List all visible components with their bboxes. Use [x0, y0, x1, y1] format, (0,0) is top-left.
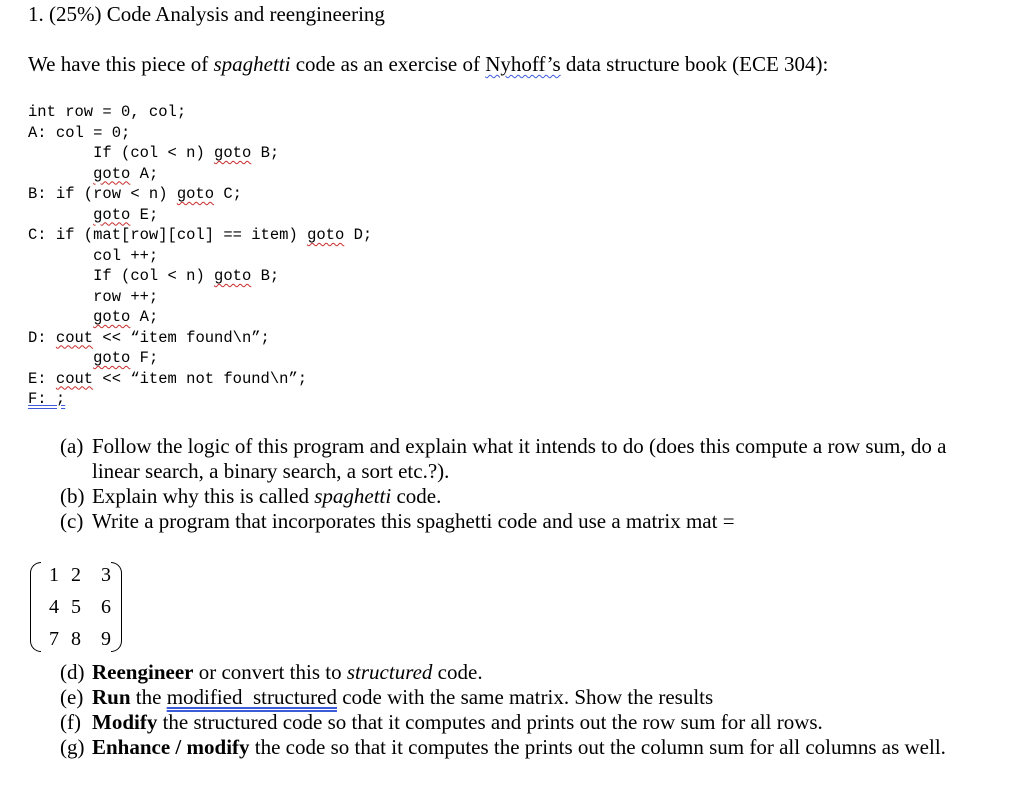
code-line: [28, 246, 372, 267]
question-c-label: (c): [60, 509, 84, 533]
question-e-label: (e): [60, 685, 84, 709]
matrix-cell: 3: [101, 564, 111, 586]
code-line: [28, 287, 372, 308]
code-keyword: goto: [176, 185, 215, 203]
intro-em: spaghetti: [213, 52, 291, 76]
question-c: [60, 509, 990, 534]
intro-author: Nyhoff’s: [485, 52, 561, 76]
matrix-cell: 9: [101, 628, 111, 650]
question-e-link: modified structured: [166, 685, 337, 709]
code-line-indent: [28, 288, 93, 306]
code-line-indent: [28, 308, 93, 326]
code-line-pre: If (col < n): [93, 267, 215, 285]
code-line: [28, 266, 372, 287]
question-d: [60, 660, 1000, 685]
code-line-post: E;: [130, 205, 159, 224]
question-d-em: structured: [346, 660, 433, 684]
code-keyword: goto: [93, 308, 131, 326]
code-line-post: D;: [344, 226, 373, 244]
question-d-bold: Reengineer: [92, 660, 194, 684]
code-line: [28, 143, 372, 164]
question-g-bold: Enhance / modify: [92, 735, 250, 759]
question-e: [60, 685, 1000, 710]
question-d-label: (d): [60, 660, 85, 684]
matrix-cell: 5: [71, 596, 81, 618]
code-line-label: A:: [28, 123, 56, 142]
code-line: [28, 184, 372, 205]
code-line-indent: [28, 247, 93, 265]
code-line: [28, 205, 372, 226]
questions-list-bottom: [60, 660, 1000, 760]
code-line-label: C:: [28, 226, 56, 244]
problem-heading: 1. (25%) Code Analysis and reengineering: [28, 2, 385, 26]
code-line-indent: [28, 206, 93, 224]
code-line: [28, 164, 372, 185]
matrix-cell: 1: [49, 564, 59, 586]
code-line-end-label: F: ;: [28, 390, 66, 408]
question-g-label: (g): [60, 735, 85, 759]
matrix-cell: 4: [49, 596, 59, 618]
code-line: [28, 348, 372, 369]
matrix-cell: 2: [71, 564, 81, 586]
code-line: [28, 307, 372, 328]
code-line: [28, 225, 372, 246]
question-c-text: Write a program that incorporates this spaghetti code and use a matrix mat =: [92, 509, 735, 533]
question-f-post: the structured code so that it computes and prints out the row sum for all rows.: [157, 710, 823, 734]
code-line-post: B;: [251, 144, 280, 162]
question-b-em: spaghetti: [314, 484, 392, 508]
question-a-label: (a): [60, 434, 84, 458]
code-line: [28, 123, 372, 144]
code-line-label: E:: [28, 369, 56, 388]
code-line-text: col = 0;: [55, 123, 131, 142]
question-e-mid: the: [130, 685, 167, 709]
code-keyword: cout: [55, 328, 94, 347]
matrix-cell: 6: [101, 596, 111, 618]
code-line: [28, 102, 372, 123]
question-f-bold: Modify: [92, 710, 158, 734]
code-line-post: << “item found\n”;: [93, 328, 270, 347]
code-line-pre: if (row < n): [55, 185, 177, 203]
code-line-label: D:: [28, 328, 56, 347]
code-line-post: << “item not found\n”;: [93, 369, 308, 388]
code-keyword: cout: [55, 369, 94, 388]
code-line-text: int row = 0, col;: [28, 103, 187, 121]
code-keyword: goto: [214, 144, 252, 162]
intro-middle: code as an exercise of: [290, 52, 486, 76]
matrix-cell: 8: [71, 628, 81, 650]
questions-list-top: [60, 434, 990, 534]
code-line-label: B:: [28, 185, 56, 203]
code-line-text: row ++;: [93, 287, 159, 306]
question-e-bold: Run: [92, 685, 131, 709]
question-b-post: code.: [391, 484, 442, 508]
question-f-label: (f): [60, 710, 81, 734]
code-keyword: goto: [93, 164, 131, 183]
matrix-display: [28, 560, 124, 654]
matrix-left-paren: [30, 562, 41, 652]
code-line-indent: [28, 165, 93, 183]
code-line-post: C;: [214, 185, 242, 203]
question-f: [60, 710, 1000, 735]
code-line-text: col ++;: [93, 246, 159, 265]
code-keyword: goto: [214, 267, 252, 285]
spaghetti-code-block: [28, 102, 372, 410]
intro-after: data structure book (ECE 304):: [560, 52, 829, 76]
code-line-pre: if (mat[row][col] == item): [55, 226, 308, 244]
code-line: [28, 369, 372, 390]
matrix-cell: 7: [49, 628, 59, 650]
question-b-label: (b): [60, 484, 85, 508]
intro-before: We have this piece of: [28, 52, 214, 76]
code-line-post: A;: [130, 308, 159, 326]
question-b: [60, 484, 990, 509]
question-b-pre: Explain why this is called: [92, 484, 315, 508]
code-keyword: goto: [93, 205, 131, 224]
code-line-post: A;: [130, 164, 159, 183]
code-line-indent: [28, 144, 93, 162]
question-g: [60, 735, 1000, 760]
code-line-indent: [28, 349, 93, 367]
code-line: [28, 389, 372, 410]
code-line: [28, 328, 372, 349]
code-line-post: B;: [251, 267, 280, 285]
code-keyword: goto: [307, 226, 345, 244]
question-e-post: code with the same matrix. Show the results: [336, 685, 714, 709]
question-a-text: Follow the logic of this program and explain what it intends to do (does this compute a row sum, do a linear search, a binary search, a sort etc.?).: [92, 434, 947, 483]
code-line-indent: [28, 267, 93, 285]
question-g-post: the code so that it computes the prints out the column sum for all columns as well.: [249, 735, 946, 759]
question-d-post: code.: [432, 660, 483, 684]
intro-paragraph: [28, 52, 828, 77]
question-a: [60, 434, 990, 484]
code-keyword: goto: [93, 349, 131, 367]
code-line-post: F;: [130, 349, 159, 367]
code-line-pre: If (col < n): [93, 144, 215, 162]
question-d-mid: or convert this to: [193, 660, 347, 684]
